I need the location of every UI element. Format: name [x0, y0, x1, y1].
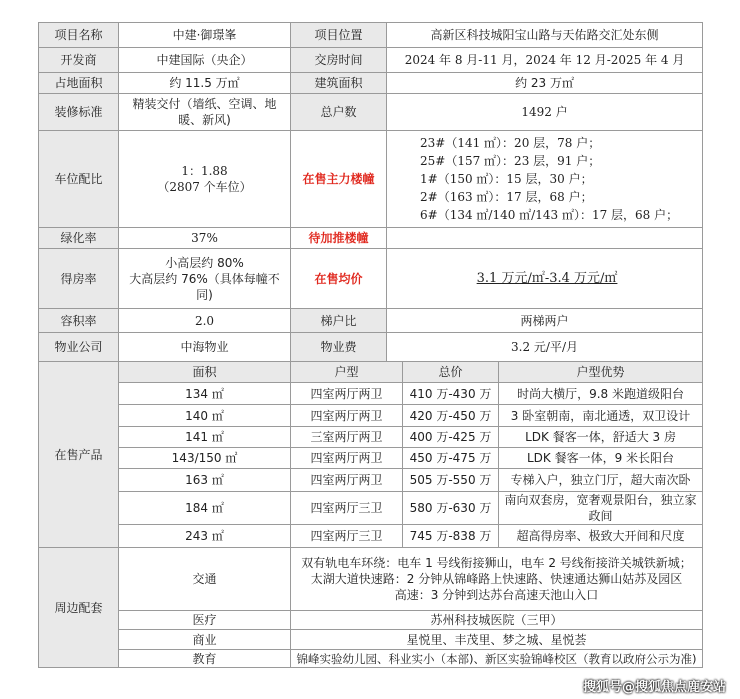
row-project-name	[39, 23, 703, 48]
product-advantage: LDK 餐客一体，9 米长阳台	[499, 448, 703, 469]
product-layout: 四室两厅两卫	[291, 469, 403, 492]
table-row	[39, 448, 703, 469]
efficiency-line1: 小高层约 80%	[165, 255, 244, 270]
product-price: 450 万-475 万	[403, 448, 499, 469]
table-row	[39, 383, 703, 405]
building-item: 6#（134 ㎡/140 ㎡/143 ㎡）：17 层，68 户；	[420, 208, 679, 222]
value-developer: 中建国际（央企）	[119, 48, 291, 73]
label-surroundings: 周边配套	[39, 548, 119, 668]
label-medical: 医疗	[119, 611, 291, 630]
product-price: 400 万-425 万	[403, 427, 499, 448]
value-green: 37%	[119, 228, 291, 249]
header-price: 总价	[403, 362, 499, 383]
product-layout: 三室两厅两卫	[291, 427, 403, 448]
building-item: 23#（141 ㎡）：20 层，78 户；	[420, 136, 601, 150]
value-decoration: 精装交付（墙纸、空调、地暖、新风)	[119, 94, 291, 131]
value-building-area: 约 23 万㎡	[387, 73, 703, 94]
product-layout: 四室两厅两卫	[291, 383, 403, 405]
product-price: 745 万-838 万	[403, 525, 499, 548]
building-item: 1#（150 ㎡）：15 层，30 户；	[420, 172, 593, 186]
product-layout: 四室两厅三卫	[291, 525, 403, 548]
row-developer	[39, 48, 703, 73]
value-education: 锦峰实验幼儿园、科业实小（本部)、新区实验锦峰校区（教育以政府公示为准)	[291, 650, 703, 668]
label-green: 绿化率	[39, 228, 119, 249]
product-price: 580 万-630 万	[403, 492, 499, 525]
product-advantage: 专梯入户，独立门厅，超大南次卧	[499, 469, 703, 492]
parking-count: （2807 个车位）	[157, 180, 252, 194]
value-parking	[119, 131, 291, 228]
label-land-area: 占地面积	[39, 73, 119, 94]
label-elevator: 梯户比	[291, 309, 387, 333]
row-green	[39, 228, 703, 249]
table-row	[39, 405, 703, 427]
label-efficiency: 得房率	[39, 249, 119, 309]
building-item: 2#（163 ㎡）：17 层，68 户；	[420, 190, 593, 204]
product-area: 141 ㎡	[119, 427, 291, 448]
value-project-name: 中建·御璟峯	[119, 23, 291, 48]
header-advantage: 户型优势	[499, 362, 703, 383]
product-area: 184 ㎡	[119, 492, 291, 525]
row-commerce	[39, 630, 703, 650]
product-layout: 四室两厅三卫	[291, 492, 403, 525]
value-elevator: 两梯两户	[387, 309, 703, 333]
label-education: 教育	[119, 650, 291, 668]
row-decoration	[39, 94, 703, 131]
value-transport	[291, 548, 703, 611]
product-advantage: 时尚大横厅，9.8 米跑道级阳台	[499, 383, 703, 405]
product-area: 163 ㎡	[119, 469, 291, 492]
label-location: 项目位置	[291, 23, 387, 48]
row-property	[39, 333, 703, 362]
product-advantage: LDK 餐客一体，舒适大 3 房	[499, 427, 703, 448]
product-advantage: 超高得房率、极致大开间和尺度	[499, 525, 703, 548]
tag-upcoming: 待加推楼幢	[291, 228, 387, 249]
table-row	[39, 492, 703, 525]
label-property: 物业公司	[39, 333, 119, 362]
label-building-area: 建筑面积	[291, 73, 387, 94]
value-land-area: 约 11.5 万㎡	[119, 73, 291, 94]
table-row	[39, 427, 703, 448]
product-area: 134 ㎡	[119, 383, 291, 405]
transport-line: 双有轨电车环绕：电车 1 号线衔接狮山，电车 2 号线衔接浒关城铁新城；	[301, 556, 692, 570]
value-medical: 苏州科技城医院（三甲）	[291, 611, 703, 630]
label-products: 在售产品	[39, 362, 119, 548]
building-item: 25#（157 ㎡）：23 层，91 户；	[420, 154, 601, 168]
building-list	[387, 131, 703, 228]
product-layout: 四室两厅两卫	[291, 405, 403, 427]
product-advantage: 3 卧室朝南，南北通透，双卫设计	[499, 405, 703, 427]
value-commerce: 星悦里、丰茂里、梦之城、星悦荟	[291, 630, 703, 650]
label-commerce: 商业	[119, 630, 291, 650]
row-efficiency	[39, 249, 703, 309]
row-medical	[39, 611, 703, 630]
product-price: 420 万-450 万	[403, 405, 499, 427]
label-parking: 车位配比	[39, 131, 119, 228]
transport-line: 太湖大道快速路：2 分钟从锦峰路上快速路、快速通达狮山姑苏及园区	[310, 572, 683, 586]
header-layout: 户型	[291, 362, 403, 383]
upcoming-empty	[387, 228, 703, 249]
value-property-fee: 3.2 元/平/月	[387, 333, 703, 362]
product-area: 143/150 ㎡	[119, 448, 291, 469]
product-advantage: 南向双套房，宽奢观景阳台，独立家政间	[499, 492, 703, 525]
label-transport: 交通	[119, 548, 291, 611]
product-price: 505 万-550 万	[403, 469, 499, 492]
value-location: 高新区科技城阳宝山路与天佑路交汇处东侧	[387, 23, 703, 48]
value-plot: 2.0	[119, 309, 291, 333]
watermark: 搜狐号@搜狐焦点鹿安站	[582, 680, 726, 695]
label-delivery: 交房时间	[291, 48, 387, 73]
label-decoration: 装修标准	[39, 94, 119, 131]
project-info-table	[38, 22, 703, 668]
product-layout: 四室两厅两卫	[291, 448, 403, 469]
label-property-fee: 物业费	[291, 333, 387, 362]
parking-ratio: 1：1.88	[181, 164, 228, 178]
label-plot: 容积率	[39, 309, 119, 333]
products-header	[39, 362, 703, 383]
table-row	[39, 525, 703, 548]
row-education	[39, 650, 703, 668]
value-delivery: 2024 年 8 月-11 月，2024 年 12 月-2025 年 4 月	[387, 48, 703, 73]
header-area: 面积	[119, 362, 291, 383]
row-land-area	[39, 73, 703, 94]
efficiency-line2: 大高层约 76%（具体每幢不同)	[129, 271, 280, 302]
row-parking	[39, 131, 703, 228]
product-price: 410 万-430 万	[403, 383, 499, 405]
value-efficiency	[119, 249, 291, 309]
label-project-name: 项目名称	[39, 23, 119, 48]
product-area: 140 ㎡	[119, 405, 291, 427]
value-total-units: 1492 户	[387, 94, 703, 131]
product-area: 243 ㎡	[119, 525, 291, 548]
transport-line: 高速：3 分钟到达苏台高速天池山入口	[394, 588, 599, 602]
avg-price-text: 3.1 万元/㎡-3.4 万元/㎡	[476, 271, 618, 286]
row-transport	[39, 548, 703, 611]
tag-main-buildings: 在售主力楼幢	[291, 131, 387, 228]
value-property: 中海物业	[119, 333, 291, 362]
row-plot	[39, 309, 703, 333]
table-row	[39, 469, 703, 492]
label-developer: 开发商	[39, 48, 119, 73]
tag-avg-price: 在售均价	[291, 249, 387, 309]
label-total-units: 总户数	[291, 94, 387, 131]
value-avg-price	[387, 249, 703, 309]
